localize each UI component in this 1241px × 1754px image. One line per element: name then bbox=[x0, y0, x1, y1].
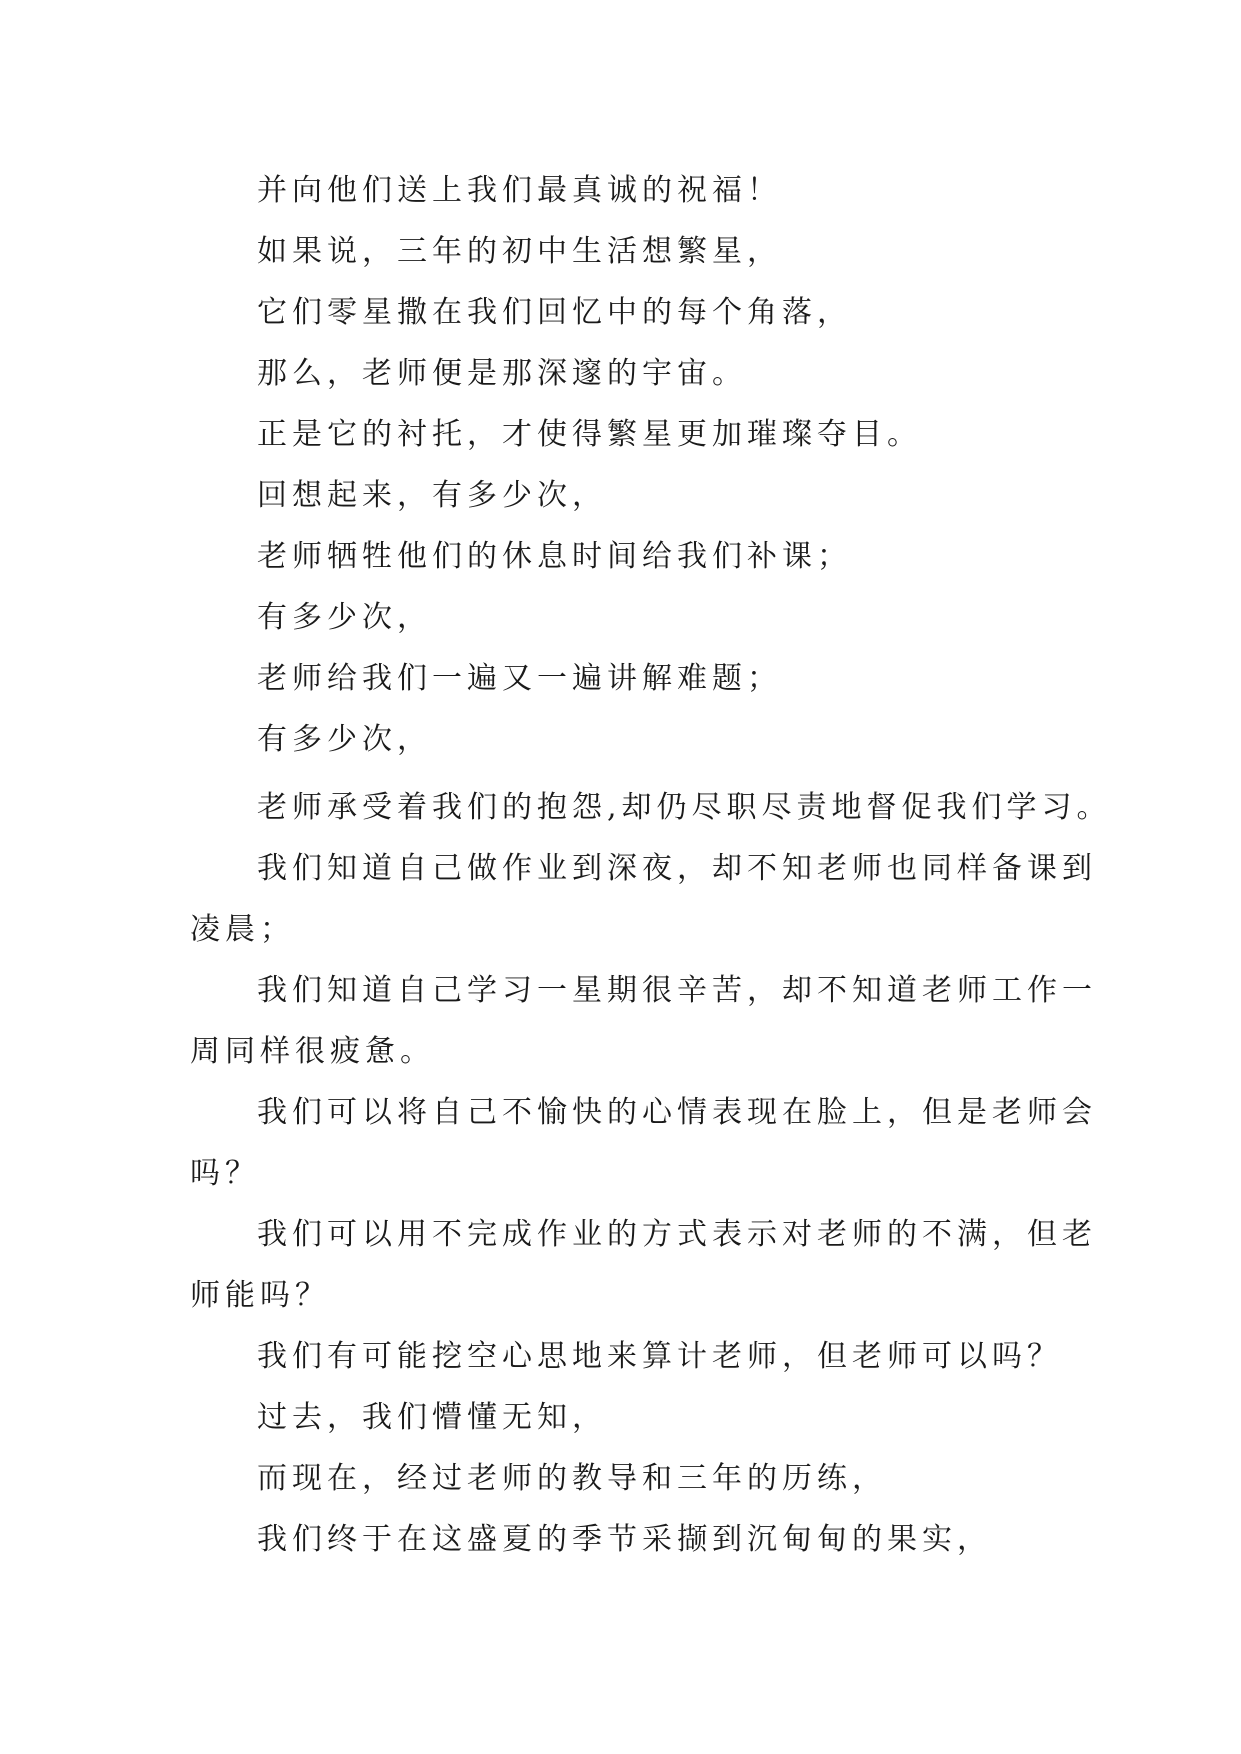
text-line: 老师牺牲他们的休息时间给我们补课； bbox=[257, 539, 852, 574]
text-line: 有多少次， bbox=[257, 722, 432, 757]
text-line: 我们终于在这盛夏的季节采撷到沉甸甸的果实， bbox=[257, 1522, 992, 1557]
text-line: 如果说，三年的初中生活想繁星， bbox=[257, 234, 782, 269]
text-line: 我们知道自己学习一星期很辛苦，却不知道老师工作一 bbox=[257, 973, 1097, 1008]
text-line-continuation: 吗？ bbox=[190, 1156, 260, 1191]
text-line: 我们知道自己做作业到深夜，却不知老师也同样备课到 bbox=[257, 851, 1097, 886]
text-line: 老师承受着我们的抱怨,却仍尽职尽责地督促我们学习。 bbox=[257, 790, 1112, 825]
text-line: 正是它的衬托，才使得繁星更加璀璨夺目。 bbox=[257, 417, 922, 452]
text-line: 我们有可能挖空心思地来算计老师，但老师可以吗？ bbox=[257, 1339, 1062, 1374]
text-line: 它们零星撒在我们回忆中的每个角落， bbox=[257, 295, 852, 330]
text-line: 有多少次， bbox=[257, 600, 432, 635]
text-section-two bbox=[190, 777, 1112, 1570]
text-line: 回想起来，有多少次， bbox=[257, 478, 607, 513]
text-section-one bbox=[190, 160, 1070, 770]
text-line-continuation: 周同样很疲惫。 bbox=[190, 1034, 435, 1069]
text-line: 过去，我们懵懂无知， bbox=[257, 1400, 607, 1435]
text-line-continuation: 凌晨； bbox=[190, 912, 295, 947]
text-line: 那么，老师便是那深邃的宇宙。 bbox=[257, 356, 747, 391]
text-line: 老师给我们一遍又一遍讲解难题； bbox=[257, 661, 782, 696]
text-line: 而现在，经过老师的教导和三年的历练， bbox=[257, 1461, 887, 1496]
text-line: 我们可以将自己不愉快的心情表现在脸上，但是老师会 bbox=[257, 1095, 1097, 1130]
text-line-continuation: 师能吗？ bbox=[190, 1278, 330, 1313]
text-line: 并向他们送上我们最真诚的祝福！ bbox=[257, 173, 782, 208]
text-line: 我们可以用不完成作业的方式表示对老师的不满，但老 bbox=[257, 1217, 1097, 1252]
